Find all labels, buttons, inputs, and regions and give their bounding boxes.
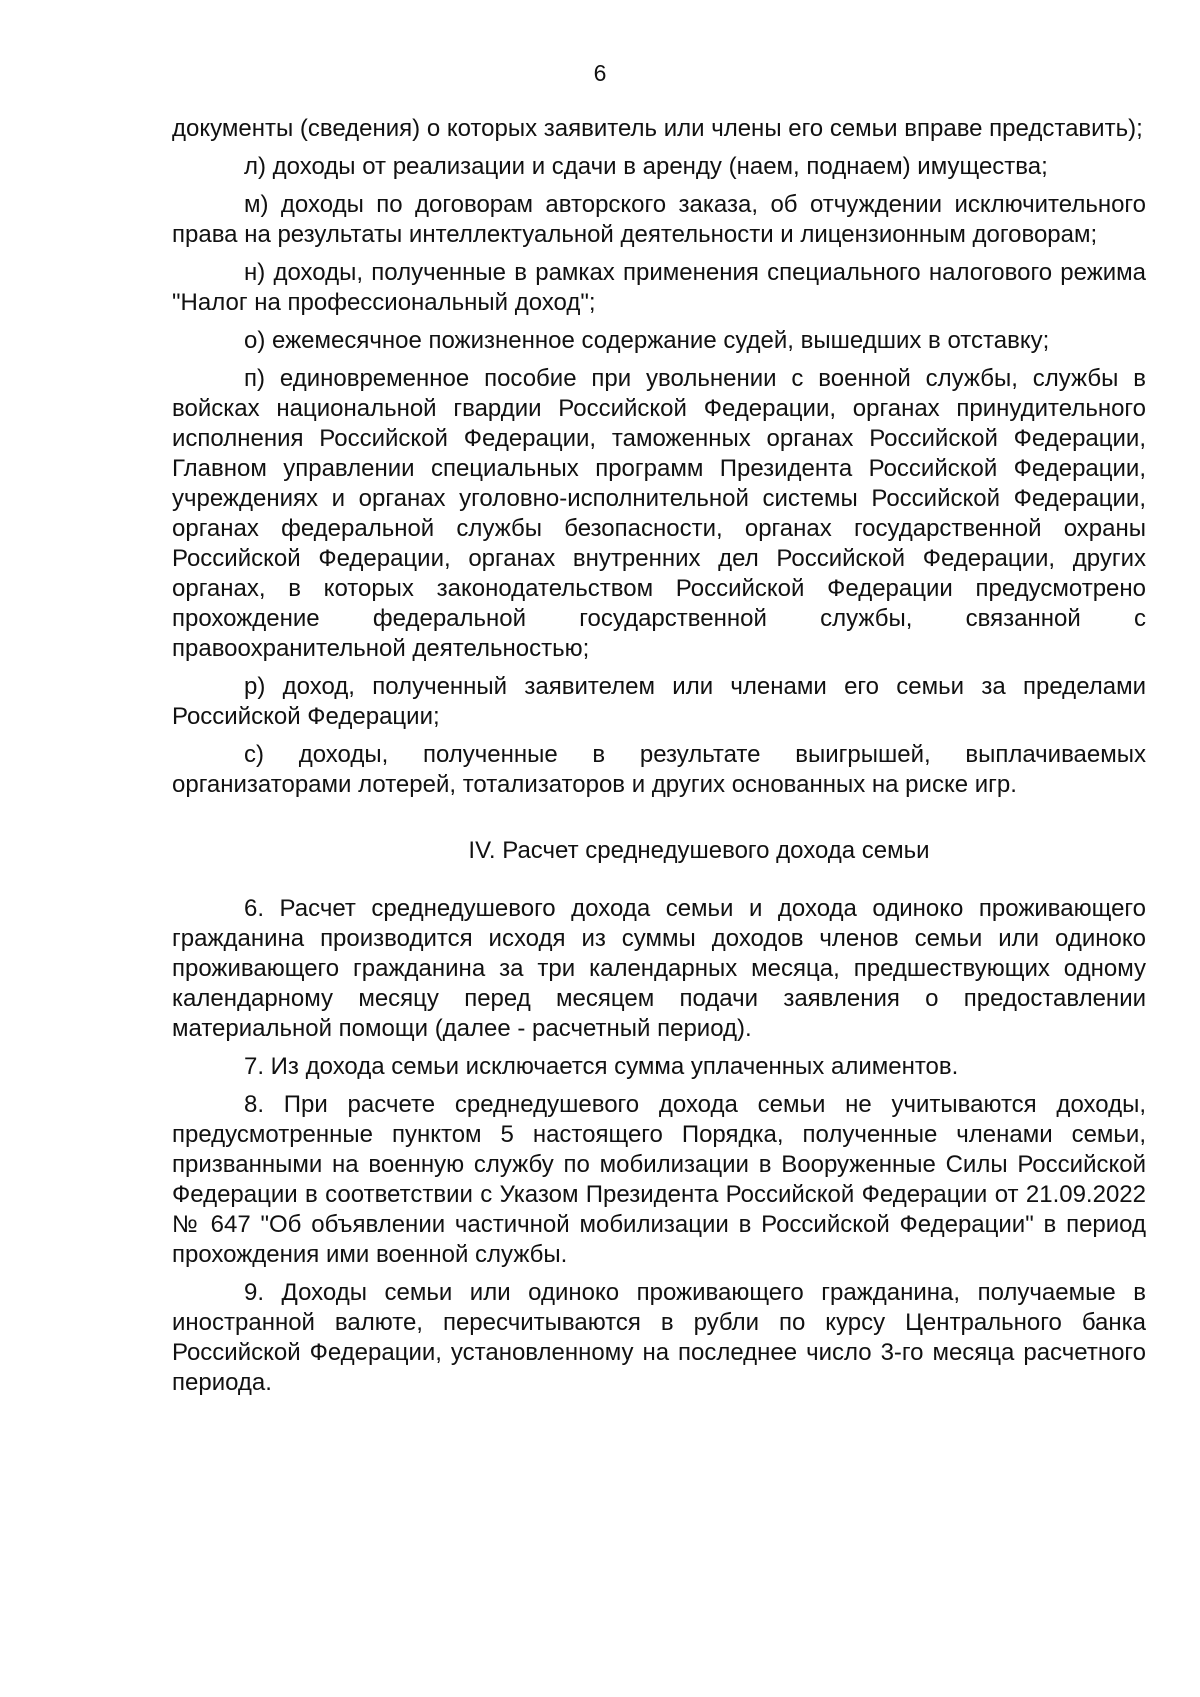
paragraph-item-m: м) доходы по договорам авторского заказа, об отчуждении исключительного права на результаты интеллектуальной деятельности и лицензионным договорам; bbox=[172, 191, 1146, 248]
paragraph-item-s: с) доходы, полученные в результате выигрышей, выплачиваемых организаторами лотерей, тотализаторов и других основанных на риске игр. bbox=[172, 741, 1146, 798]
paragraph-item-p: п) единовременное пособие при увольнении с военной службы, службы в войсках национальной гвардии Российской Федерации, органах принудительного исполнения Российской Федерации, таможенных органах Российской Федерации, Главном управлении специальных программ Президента Российской Федерации, учреждениях и органах уголовно-исполнительной системы Российской Федерации, органах федеральной службы безопасности, органах государственной охраны Российской Федерации, органах внутренних дел Российской Федерации, других органах, в которых законодательством Российской Федерации предусмотрено прохождение федеральной государственной службы, связанной с правоохранительной деятельностью; bbox=[172, 365, 1146, 662]
document-body bbox=[172, 114, 1146, 1406]
section-heading: IV. Расчет среднедушевого дохода семьи bbox=[468, 837, 930, 864]
paragraph-item-n: н) доходы, полученные в рамках применения специального налогового режима "Налог на профессиональный доход"; bbox=[172, 259, 1146, 316]
paragraph-7: 7. Из дохода семьи исключается сумма уплаченных алиментов. bbox=[244, 1053, 959, 1080]
paragraph-item-l: л) доходы от реализации и сдачи в аренду (наем, поднаем) имущества; bbox=[244, 153, 1048, 180]
paragraph-6: 6. Расчет среднедушевого дохода семьи и дохода одиноко проживающего гражданина производится исходя из суммы доходов членов семьи или одиноко проживающего гражданина за три календарных месяца, предшествующих одному календарному месяцу перед месяцем подачи заявления о предоставлении материальной помощи (далее - расчетный период). bbox=[172, 895, 1146, 1042]
page-number: 6 bbox=[593, 60, 607, 86]
paragraph-continuation: документы (сведения) о которых заявитель или члены его семьи вправе представить); bbox=[172, 115, 1143, 142]
paragraph-item-r: р) доход, полученный заявителем или членами его семьи за пределами Российской Федерации; bbox=[172, 673, 1146, 730]
paragraph-9: 9. Доходы семьи или одиноко проживающего гражданина, получаемые в иностранной валюте, пересчитываются в рубли по курсу Центрального банка Российской Федерации, установленному на последнее число 3-го месяца расчетного периода. bbox=[172, 1279, 1146, 1396]
paragraph-8: 8. При расчете среднедушевого дохода семьи не учитываются доходы, предусмотренные пунктом 5 настоящего Порядка, полученные членами семьи, призванными на военную службу по мобилизации в Вооруженные Силы Российской Федерации в соответствии с Указом Президента Российской Федерации от 21.09.2022 № 647 "Об объявлении частичной мобилизации в Российской Федерации" в период прохождения ими военной службы. bbox=[172, 1091, 1146, 1268]
paragraph-item-o: о) ежемесячное пожизненное содержание судей, вышедших в отставку; bbox=[244, 327, 1050, 354]
